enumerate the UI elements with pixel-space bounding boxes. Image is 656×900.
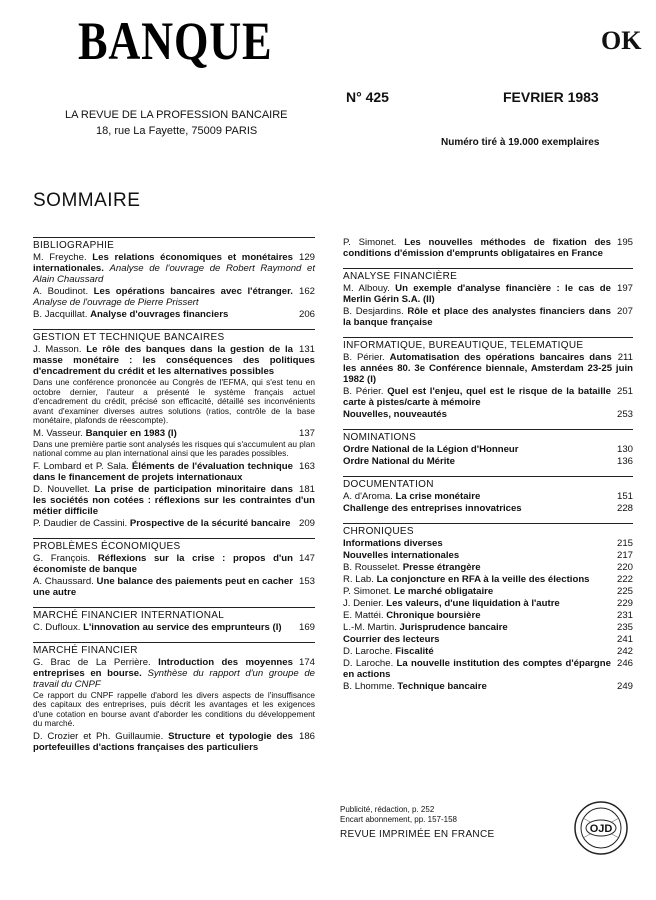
page-number: 169 [298,621,315,633]
toc-entry [33,576,315,598]
toc-entry [343,622,633,633]
advertising-note: Publicité, rédaction, p. 252 [340,805,435,814]
entry-title: Chronique boursière [386,610,481,621]
page-number: 209 [298,517,315,529]
page-title: SOMMAIRE [33,190,141,211]
entry-author: C. Dufloux. [33,621,81,633]
entry-summary: Dans une première partie sont analysés les risques qui s'accumulent au plan national comme au plan international ainsi que les parades possibles. [33,438,315,458]
entry-title: Le marché obligataire [394,586,494,597]
entry-title: Réflexions sur la crise : propos d'un économiste de banque [33,552,293,575]
toc-entry [33,428,315,439]
publisher-address: 18, rue La Fayette, 75009 PARIS [96,125,258,137]
entry-author: B. Périer. [343,352,385,363]
entry-title: L'innovation au service des emprunteurs (I) [83,621,282,633]
entry-author: P. Daudier de Cassini. [33,517,128,529]
page-number: 163 [298,460,315,472]
entry-title: La crise monétaire [395,491,481,502]
page-number: 235 [616,622,633,633]
page-number: 220 [616,562,633,573]
entry-title: Les valeurs, d'une liquidation à l'autre [386,598,560,609]
toc-section [343,523,633,692]
entry-title: Les opérations bancaires avec l'étranger. [93,286,293,297]
page-number: 229 [616,598,633,609]
entry-author: M. Albouy. [343,283,390,294]
page-number: 197 [616,283,633,294]
entry-title: Le rôle des banques dans la gestion de la masse monétaire : les conséquences des politiques d'encadrement du crédit et les alternatives possibles [33,344,315,377]
section-title: PROBLÈMES ÉCONOMIQUES [33,538,315,552]
page-number: 215 [616,538,633,549]
page-number: 131 [298,344,315,355]
entry-author: B. Desjardins. [343,306,404,317]
entry-title: Nouvelles, nouveautés [343,409,447,420]
entry-subtitle: Analyse de l'ouvrage de Pierre Prissert [33,297,199,308]
page-number: 222 [616,574,633,585]
page-number: 231 [616,610,633,621]
page-number: 181 [298,483,315,495]
entry-author: R. Lab. [343,574,374,585]
entry-author: J. Masson. [33,344,82,355]
toc-entry [343,550,633,561]
entry-title: Analyse d'ouvrages financiers [90,309,229,320]
entry-summary: Ce rapport du CNPF rappelle d'abord les divers aspects de l'insuffisance des capitaux des entreprises, puis décrit les avantages et les exigences d'une cotation en bourse avant d'aborder les conditions du développement du marché. [33,689,315,728]
toc-entry [33,286,315,308]
entry-title: Banquier en 1983 (I) [85,427,177,439]
page-number: 174 [298,656,315,668]
entry-summary: Dans une conférence prononcée au Congrès de l'EFMA, qui s'est tenu en octobre dernier, l'auteur a présenté le système français actuel d'encadrement du crédit, précisé son efficacité, détaillé ses inconvénients avant d'examiner diverses autres solutions (ratios, contrôle de la base monétaire, plafonds de réescompte). [33,377,315,425]
entry-author: B. Périer. [343,386,384,397]
entry-title: Les relations économiques et monétaires internationales. [33,252,293,274]
section-title: ANALYSE FINANCIÈRE [343,268,633,282]
entry-title: Introduction des moyennes entreprises en bourse. [33,656,293,679]
entry-title: Les nouvelles méthodes de fixation des conditions d'émission d'emprunts obligataires en France [343,237,611,259]
entry-author: M. Vasseur. [33,427,83,439]
toc-entry [343,306,633,328]
right-column [343,237,633,701]
toc-entry [343,386,633,408]
entry-author: F. Lombard et P. Sala. [33,460,129,472]
entry-author: B. Rousselet. [343,562,401,573]
footer-notes [340,805,457,824]
page-number: 137 [298,427,315,439]
printed-in-france: REVUE IMPRIMÉE EN FRANCE [340,829,495,840]
section-title: INFORMATIQUE, BUREAUTIQUE, TELEMATIQUE [343,337,633,351]
toc-section [33,237,315,320]
toc-section [33,607,315,633]
entry-author: P. Simonet. [343,586,392,597]
page-number: 253 [616,409,633,420]
entry-title: Rôle et place des analystes financiers dans la banque française [343,306,611,328]
toc-entry [33,344,315,377]
page-number: 211 [617,352,633,363]
entry-author: E. Mattéi. [343,610,384,621]
entry-author: A. Boudinot. [33,286,89,297]
toc-section [33,329,315,529]
entry-author: G. François. [33,552,91,564]
entry-title: Nouvelles internationales [343,550,460,561]
page-number: 162 [298,286,315,297]
entry-author: A. d'Aroma. [343,491,393,502]
page-number: 195 [616,237,633,248]
entry-subtitle: Synthèse du rapport d'un groupe de travail du CNPF [33,667,316,690]
toc-entry [343,658,633,680]
toc-section [343,237,633,259]
section-title: DOCUMENTATION [343,476,633,490]
entry-title: Fiscalité [395,646,434,657]
entry-author: B. Lhomme. [343,681,395,692]
page-number: 153 [298,575,315,587]
entry-author: J. Denier. [343,598,384,609]
page-number: 130 [616,444,633,455]
page-number: 251 [616,386,633,397]
toc-section [343,268,633,328]
entry-title: Presse étrangère [402,562,481,573]
seal-text: OJD [589,823,613,835]
page-number: 246 [616,658,633,669]
entry-title: La conjoncture en RFA à la veille des élections [376,574,590,585]
toc-entry [343,283,633,305]
entry-title: Jurisprudence bancaire [399,622,508,633]
toc-entry [33,657,315,690]
entry-author: L.-M. Martin. [343,622,397,633]
toc-section [343,337,633,420]
toc-entry [33,309,315,320]
entry-title: Ordre National de la Légion d'Honneur [343,444,519,455]
toc-entry [33,553,315,575]
page-number: 186 [298,730,315,742]
page-number: 241 [616,634,633,645]
entry-title: Technique bancaire [397,681,487,692]
toc-entry [343,409,633,420]
page-number: 147 [298,552,315,564]
entry-title: La nouvelle institution des comptes d'épargne en actions [343,658,611,680]
toc-entry [343,237,633,259]
entry-title: Quel est l'enjeu, quel est le risque de la bataille carte à pistes/carte à mémoire [343,386,611,408]
ojd-seal-icon [573,800,629,856]
left-column [33,237,315,762]
magazine-logo: BANQUE [78,11,273,71]
toc-entry [343,352,633,385]
toc-entry [343,634,633,645]
section-title: NOMINATIONS [343,429,633,443]
page-number: 136 [616,456,633,467]
magazine-subtitle: LA REVUE DE LA PROFESSION BANCAIRE [65,109,288,121]
toc-section [33,642,315,753]
entry-title: La prise de participation minoritaire dans les sociétés non cotées : réflexions sur les contraintes d'un métier difficile [33,483,315,517]
section-title: GESTION ET TECHNIQUE BANCAIRES [33,329,315,343]
handwritten-ok-mark: OK [601,26,642,55]
toc-entry [33,731,315,753]
section-title: MARCHÉ FINANCIER [33,642,315,656]
toc-entry [343,538,633,549]
toc-entry [33,518,315,529]
section-title: MARCHÉ FINANCIER INTERNATIONAL [33,607,315,621]
issue-number: N° 425 [346,89,389,105]
toc-entry [33,484,315,517]
toc-entry [343,562,633,573]
toc-entry [343,598,633,609]
toc-entry [343,574,633,585]
toc-section [343,476,633,514]
entry-author: P. Simonet. [343,237,397,248]
entry-author: D. Laroche. [343,646,393,657]
entry-title: Une balance des paiements peut en cacher une autre [33,575,293,598]
print-run: Numéro tiré à 19.000 exemplaires [441,137,600,148]
entry-author: D. Nouvellet. [33,483,90,495]
toc-entry [343,586,633,597]
toc-entry [33,252,315,285]
entry-title: Structure et typologie des portefeuilles d'actions françaises des particuliers [33,730,293,753]
toc-section [343,429,633,467]
entry-author: D. Laroche. [343,658,394,669]
entry-title: Prospective de la sécurité bancaire [129,517,291,529]
entry-author: B. Jacquillat. [33,309,88,320]
toc-entry [343,503,633,514]
entry-title: Courrier des lecteurs [343,634,440,645]
entry-subtitle: Analyse de l'ouvrage de Robert Raymond et Alain Chaussard [33,263,315,285]
entry-title: Informations diverses [343,538,443,549]
section-title: BIBLIOGRAPHIE [33,237,315,251]
toc-entry [343,456,633,467]
entry-title: Automatisation des opérations bancaires dans les années 80. 3e Conférence biennale, Amsterdam 23-25 juin 1982 (I) [343,352,633,385]
toc-entry [33,461,315,483]
entry-author: G. Brac de La Perrière. [33,656,151,668]
entry-title: Challenge des entreprises innovatrices [343,503,522,514]
page-number: 207 [616,306,633,317]
toc-entry [343,646,633,657]
entry-title: Un exemple d'analyse financière : le cas de Merlin Gérin S.A. (II) [343,283,611,305]
toc-entry [343,491,633,502]
page-number: 206 [298,309,315,320]
page-number: 249 [616,681,633,692]
toc-entry [343,681,633,692]
entry-title: Ordre National du Mérite [343,456,455,467]
toc-entry [343,444,633,455]
issue-date: FEVRIER 1983 [503,89,599,105]
toc-section [33,538,315,598]
entry-author: M. Freyche. [33,252,87,263]
subscription-insert-note: Encart abonnement, pp. 157-158 [340,814,457,824]
toc-entry [343,610,633,621]
page-number: 228 [616,503,633,514]
entry-author: A. Chaussard. [33,575,94,587]
page-number: 242 [616,646,633,657]
entry-author: D. Crozier et Ph. Guillaumie. [33,730,164,742]
page-number: 129 [298,252,315,263]
page-number: 151 [616,491,633,502]
entry-title: Éléments de l'évaluation technique dans le financement de projets internationaux [33,460,293,483]
page-number: 217 [616,550,633,561]
toc-entry [33,622,315,633]
page-number: 225 [616,586,633,597]
section-title: CHRONIQUES [343,523,633,537]
